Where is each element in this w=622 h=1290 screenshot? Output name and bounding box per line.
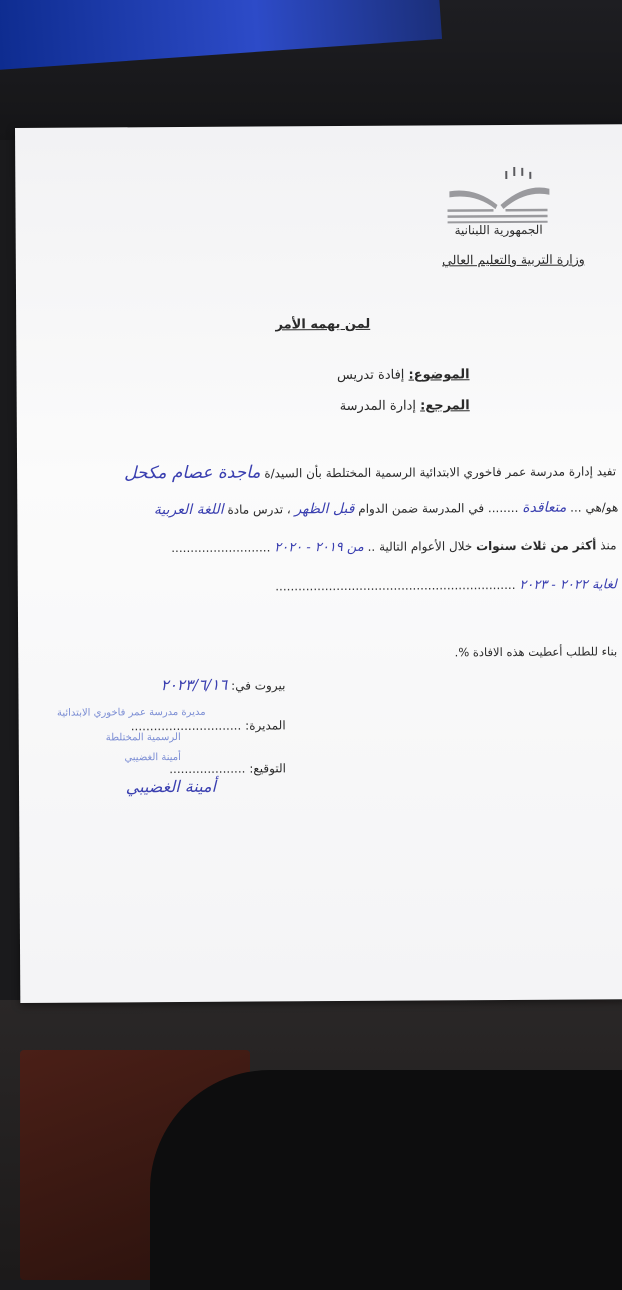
to-whom-heading: لمن يهمه الأمر	[275, 316, 371, 333]
line2-prefix: هو/هي ...	[570, 500, 619, 515]
city-label: بيروت في:	[231, 678, 286, 693]
republic-header: الجمهورية اللبنانية	[454, 222, 543, 238]
line3-pre: منذ	[600, 538, 617, 553]
line3-bold: أكثر من ثلاث سنوات	[476, 538, 597, 554]
shift-handwritten: قبل الظهر	[294, 500, 355, 518]
years-until-handwritten: لغاية ٢٠٢٢ - ٢٠٢٣	[519, 577, 617, 593]
subject-label: الموضوع:	[408, 367, 470, 383]
dark-object	[150, 1070, 622, 1290]
teacher-name-handwritten: ماجدة عصام مكحل	[124, 462, 261, 484]
subject-value: إفادة تدريس	[336, 367, 405, 384]
director-label: المديرة:	[245, 718, 286, 733]
closing-line: بناء للطلب أعطيت هذه الافادة %.	[454, 644, 618, 660]
reference-line	[340, 398, 470, 414]
ministry-book-logo-icon	[445, 165, 555, 226]
years-from-handwritten: من ٢٠١٩ - ٢٠٢٠	[274, 539, 364, 556]
signature-label: التوقيع:	[249, 761, 286, 776]
line2-subject-label: ، تدرس مادة	[227, 502, 291, 517]
date-handwritten: ٢٠٢٣/٦/١٦	[160, 675, 228, 695]
body-line-1	[124, 460, 616, 483]
body-line-3: منذ أكثر من ثلاث سنوات خلال الأعوام التالية .. من ٢٠١٩ - ٢٠٢٠ ..........................	[171, 538, 617, 556]
ministry-header: وزارة التربية والتعليم العالي	[442, 251, 585, 268]
line2-mid: ........ في المدرسة ضمن الدوام	[358, 500, 519, 516]
line1-text: تفيد إدارة مدرسة عمر فاخوري الابتدائية الرسمية المختلطة بأن السيد/ة	[264, 464, 617, 481]
signature-line: التوقيع: ....................	[169, 761, 286, 777]
stamp-line-2: الرسمية المختلطة	[105, 731, 181, 744]
status-handwritten: متعاقدة	[522, 499, 567, 516]
stamp-line-3: أمينة الغضيبي	[124, 751, 181, 764]
stamp-line-1: مديرة مدرسة عمر فاخوري الابتدائية	[56, 706, 206, 719]
date-line	[161, 675, 286, 694]
document-page	[15, 124, 622, 1003]
line3-post: خلال الأعوام التالية ..	[367, 539, 473, 554]
reference-value: إدارة المدرسة	[339, 398, 417, 415]
director-line: المديرة: .............................	[130, 718, 286, 734]
signature-handwritten: أمينة الغضيبي	[125, 776, 217, 797]
reference-label: المرجع:	[420, 398, 470, 414]
subject-handwritten: اللغة العربية	[153, 501, 224, 519]
body-line-4: لغاية ٢٠٢٢ - ٢٠٢٣ ...............................................................	[275, 577, 617, 594]
subject-line	[337, 367, 470, 383]
body-line-2	[154, 499, 619, 518]
